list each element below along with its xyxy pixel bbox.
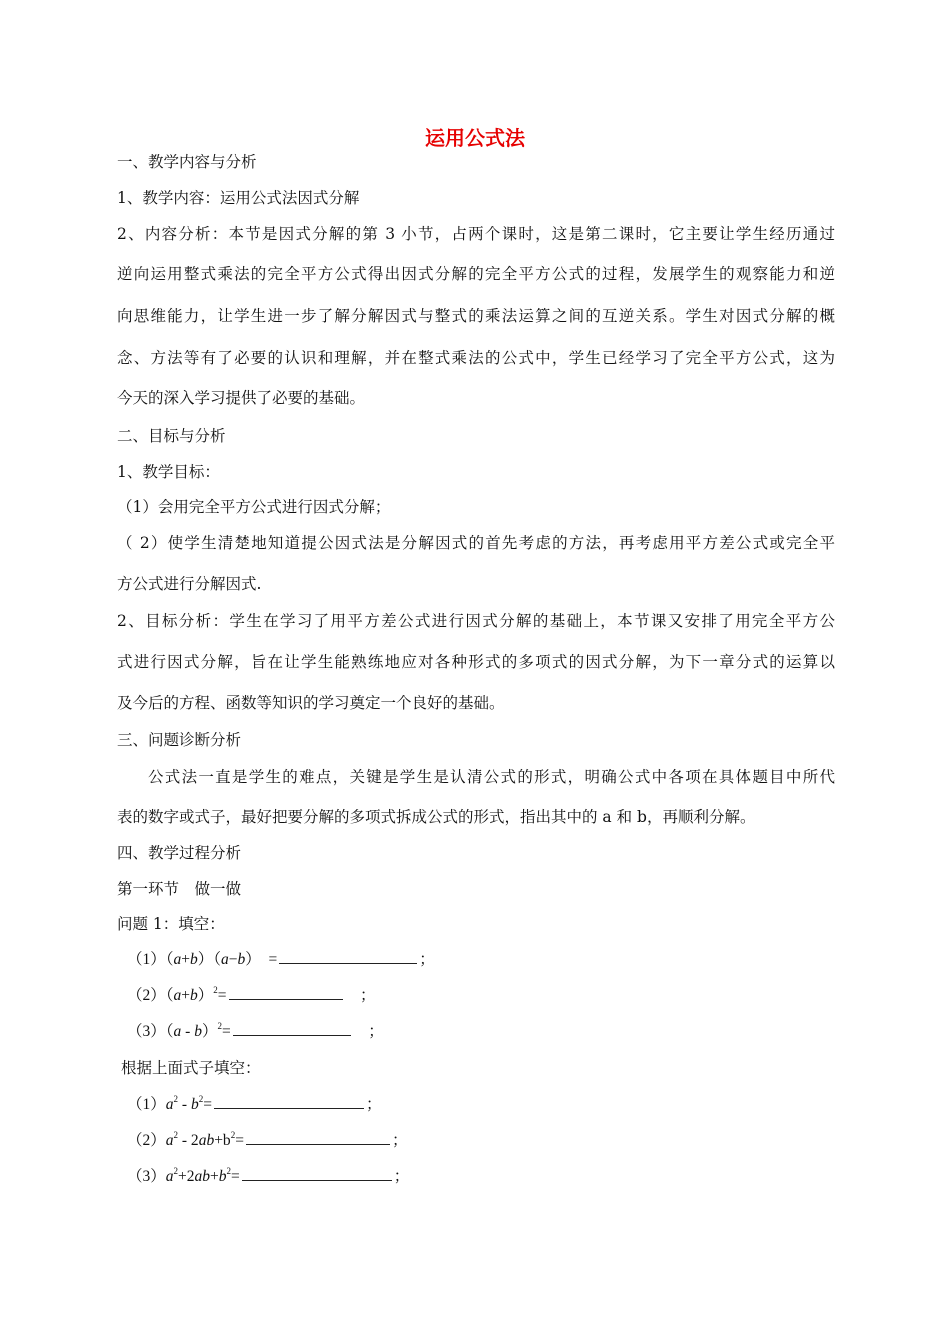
diagnosis-line: 表的数字或式子，最好把要分解的多项式拆成公式的形式，指出其中的 a 和 b，再顺利分解。: [117, 808, 756, 826]
answer-blank[interactable]: [242, 1166, 392, 1181]
fill-blank-expression-2: $(2)(a+b)^2=$ ；: [127, 985, 376, 1004]
fill-prompt: 根据上面式子填空：: [121, 1059, 261, 1077]
fill-blank-expression-5: $(2)a^2 - 2ab+b^2=$ ；: [127, 1130, 408, 1149]
section-heading-3: 三、问题诊断分析: [117, 731, 242, 749]
diagnosis-line: 公式法一直是学生的难点，关键是学生是认清公式的形式，明确公式中各项在具体题目中所代: [148, 768, 835, 786]
goal-item-2-line: （ 2）使学生清楚地知道提公因式法是分解因式的首先考虑的方法，再考虑用平方差公式或完全平: [117, 534, 835, 552]
answer-blank[interactable]: [214, 1094, 364, 1109]
fill-blank-expression-1: （1）（a+b）（a−b） = ；: [127, 951, 435, 968]
answer-blank[interactable]: [246, 1130, 390, 1145]
goal-item-2-line: 方公式进行分解因式.: [117, 575, 262, 593]
step-one-heading: 第一环节 做一做: [117, 880, 242, 898]
content-analysis-line: 逆向运用整式乘法的完全平方公式得出因式分解的完全平方公式的过程，发展学生的观察能力和逆: [117, 265, 835, 283]
answer-blank[interactable]: [233, 1021, 351, 1036]
content-analysis-line: 今天的深入学习提供了必要的基础。: [117, 389, 366, 407]
fill-blank-expression-4: $(1)a^2 - b^2=$ ；: [127, 1094, 382, 1113]
content-analysis-line: 向思维能力，让学生进一步了解分解因式与整式的乘法运算之间的互逆关系。学生对因式分解的概: [117, 307, 835, 325]
content-analysis-line: 2、内容分析：本节是因式分解的第 3 小节，占两个课时，这是第二课时，它主要让学生经历通过: [117, 225, 835, 243]
goal-analysis-line: 式进行因式分解，旨在让学生能熟练地应对各种形式的多项式的因式分解，为下一章分式的运算以: [117, 653, 835, 671]
section-heading-4: 四、教学过程分析: [117, 844, 242, 862]
section-heading-1: 一、教学内容与分析: [117, 153, 257, 171]
teaching-content: 1、教学内容：运用公式法因式分解: [117, 189, 360, 207]
answer-blank[interactable]: [229, 985, 343, 1000]
goal-item-1: （1）会用完全平方公式进行因式分解；: [117, 498, 391, 516]
teaching-goals-label: 1、教学目标：: [117, 463, 220, 481]
question-1-label: 问题 1：填空：: [117, 915, 225, 933]
fill-blank-expression-6: $(3)a^2+2ab+b^2=$ ；: [127, 1166, 410, 1185]
section-heading-2: 二、目标与分析: [117, 427, 226, 445]
answer-blank[interactable]: [279, 949, 417, 964]
goal-analysis-line: 2、目标分析：学生在学习了用平方差公式进行因式分解的基础上，本节课又安排了用完全平方公: [117, 612, 835, 630]
fill-blank-expression-3: （3）（a - b）$^2$= ；: [127, 1021, 384, 1040]
document-title: 运用公式法: [425, 126, 525, 150]
goal-analysis-line: 及今后的方程、函数等知识的学习奠定一个良好的基础。: [117, 694, 505, 712]
content-analysis-line: 念、方法等有了必要的认识和理解，并在整式乘法的公式中，学生已经学习了完全平方公式，这为: [117, 349, 835, 367]
